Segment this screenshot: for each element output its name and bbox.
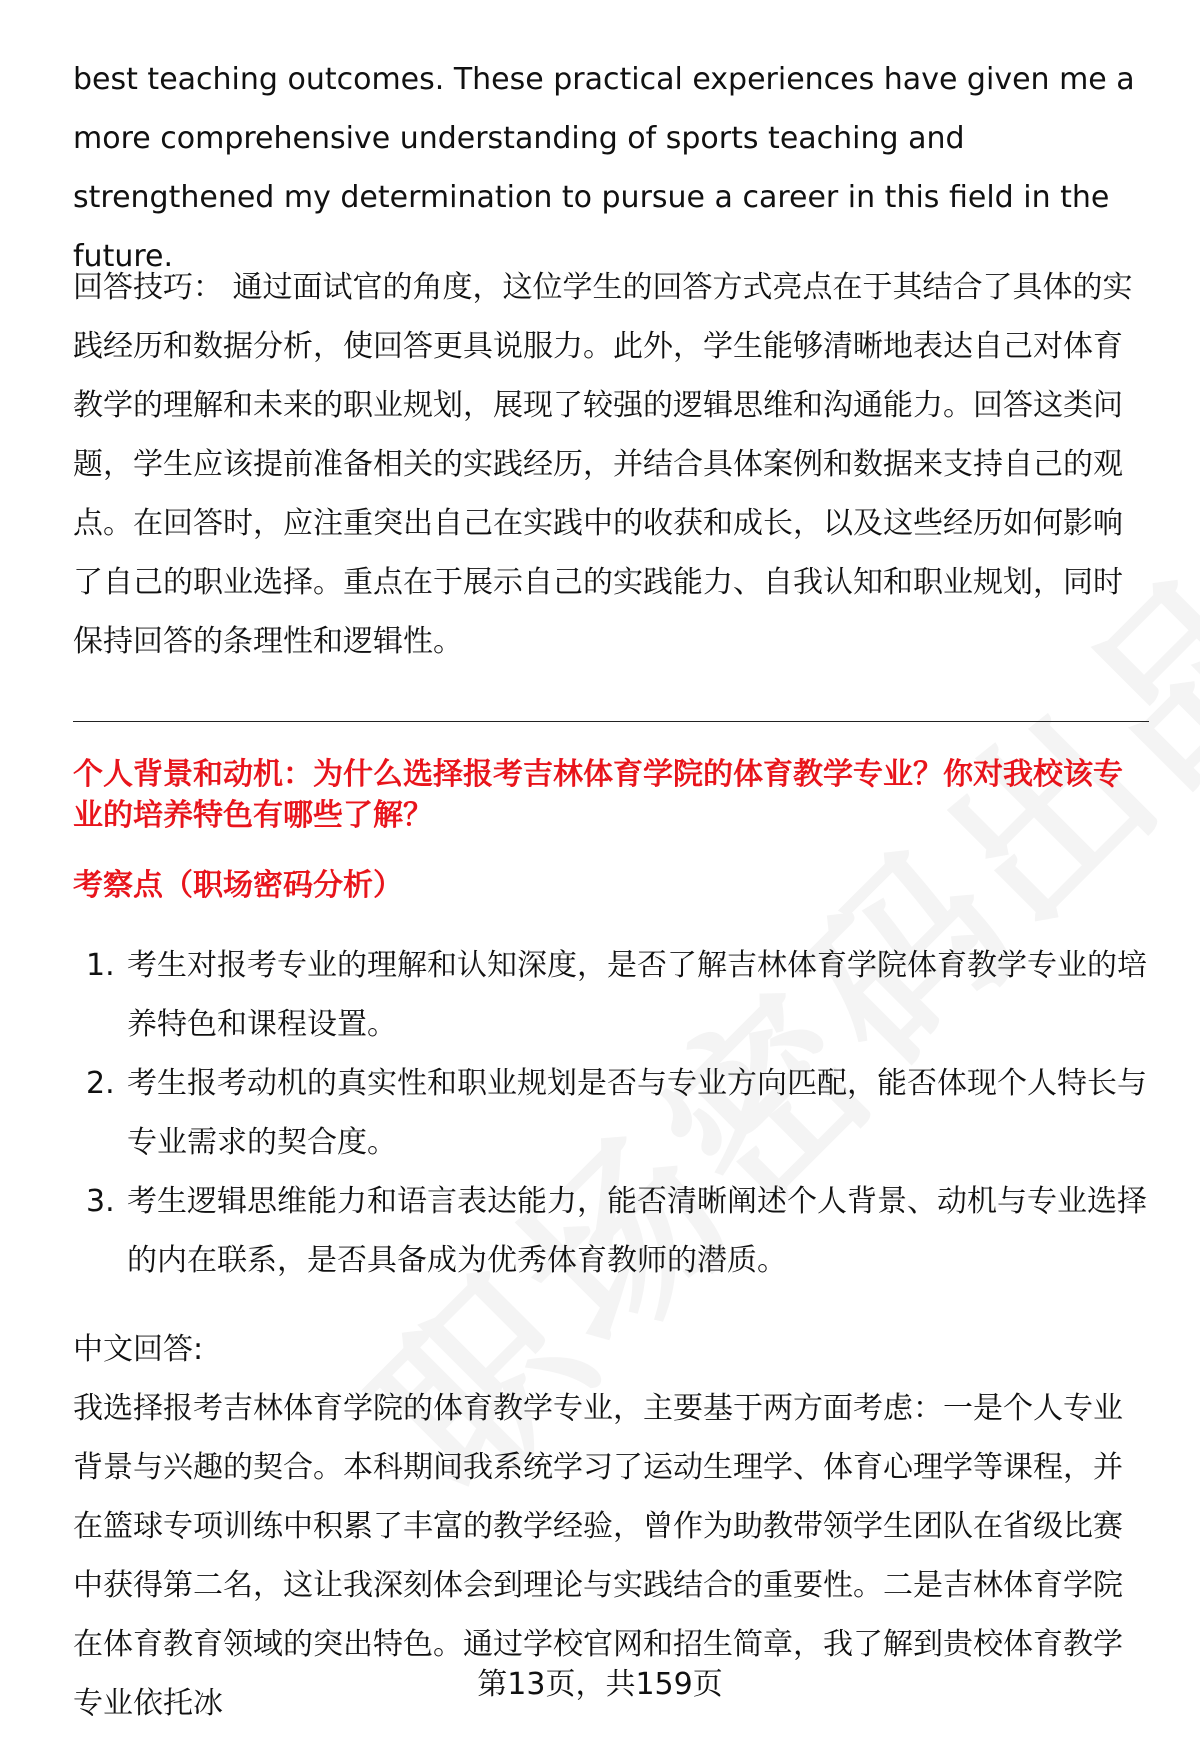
item-text: 考生报考动机的真实性和职业规划是否与专业方向匹配，能否体现个人特长与专业需求的契合度。 [127,1066,1147,1160]
section-divider [73,721,1149,722]
intro-section [73,50,1149,286]
tips-paragraph: 回答技巧： 通过面试官的角度，这位学生的回答方式亮点在于其结合了具体的实践经历和数据分析，使回答更具说服力。此外，学生能够清晰地表达自己对体育教学的理解和未来的职业规划，展现了较强的逻辑思维和沟通能力。回答这类问题，学生应该提前准备相关的实践经历，并结合具体案例和数据来支持自己的观点。在回答时，应注重突出自己在实践中的收获和成长，以及这些经历如何影响了自己的职业选择。重点在于展示自己的实践能力、自我认知和职业规划，同时保持回答的条理性和逻辑性。 [73,270,1133,659]
question-heading: 个人背景和动机：为什么选择报考吉林体育学院的体育教学专业？你对我校该专业的培养特色有哪些了解？ [73,757,1123,833]
tips-section [73,258,1149,671]
item-number: 2. [86,1066,115,1101]
item-text: 考生对报考专业的理解和认知深度，是否了解吉林体育学院体育教学专业的培养特色和课程设置。 [127,948,1147,1042]
answer-paragraph: 我选择报考吉林体育学院的体育教学专业，主要基于两方面考虑：一是个人专业背景与兴趣的契合。本科期间我系统学习了运动生理学、体育心理学等课程，并在篮球专项训练中积累了丰富的教学经验，曾作为助教带领学生团队在省级比赛中获得第二名，这让我深刻体会到理论与实践结合的重要性。二是吉林体育学院在体育教育领域的突出特色。通过学校官网和招生简章，我了解到贵校体育教学专业依托冰 [73,1391,1123,1721]
item-text: 考生逻辑思维能力和语言表达能力，能否清晰阐述个人背景、动机与专业选择的内在联系，是否具备成为优秀体育教师的潜质。 [127,1184,1147,1278]
analysis-list [73,936,1149,1290]
analysis-item [73,936,1149,1054]
answer-label: 中文回答: [73,1332,204,1367]
analysis-item [73,1054,1149,1172]
intro-paragraph: best teaching outcomes. These practical experiences have given me a more comprehensive understanding of sports teaching and strengthened my determination to pursue a career in this field in the future. [73,62,1135,274]
analysis-list-wrap [73,936,1149,1290]
analysis-item [73,1172,1149,1290]
item-number: 1. [86,948,115,983]
item-number: 3. [86,1184,115,1219]
page-footer: 第13页，共159页 [477,1667,723,1702]
analysis-heading: 考察点（职场密码分析） [73,868,403,903]
